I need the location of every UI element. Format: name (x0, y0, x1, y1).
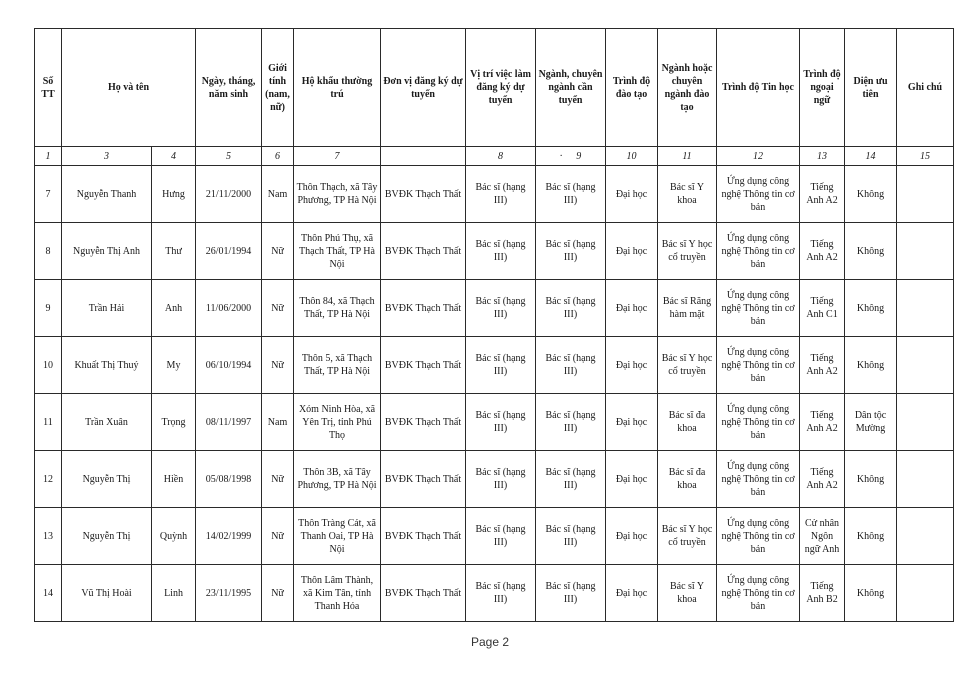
cell-language: Tiếng Anh C1 (800, 280, 845, 337)
header-it-level: Trình độ Tin học (717, 29, 800, 147)
header-dob: Ngày, tháng, năm sinh (196, 29, 262, 147)
cell-major-required: Bác sĩ (hạng III) (536, 166, 606, 223)
cell-dob: 14/02/1999 (196, 508, 262, 565)
cell-education: Đại học (606, 166, 658, 223)
cell-it: Ứng dụng công nghệ Thông tin cơ bản (717, 565, 800, 622)
cell-dob: 21/11/2000 (196, 166, 262, 223)
cell-residence: Thôn 3B, xã Tây Phương, TP Hà Nội (294, 451, 381, 508)
cell-dob: 06/10/1994 (196, 337, 262, 394)
table-row (35, 223, 954, 280)
cell-education: Đại học (606, 508, 658, 565)
cell-last: Quỳnh (152, 508, 196, 565)
cell-gender: Nữ (262, 451, 294, 508)
cell-language: Tiếng Anh A2 (800, 223, 845, 280)
column-number: 13 (800, 147, 845, 166)
cell-first: Khuất Thị Thuý (62, 337, 152, 394)
cell-major-required: Bác sĩ (hạng III) (536, 565, 606, 622)
cell-major: Bác sĩ Y học cổ truyền (658, 223, 717, 280)
cell-dob: 11/06/2000 (196, 280, 262, 337)
column-number: 1 (35, 147, 62, 166)
cell-note (897, 451, 954, 508)
cell-unit: BVĐK Thạch Thất (381, 508, 466, 565)
cell-major-required: Bác sĩ (hạng III) (536, 451, 606, 508)
cell-first: Trần Hải (62, 280, 152, 337)
header-residence: Hộ khẩu thường trú (294, 29, 381, 147)
cell-note (897, 166, 954, 223)
cell-gender: Nữ (262, 280, 294, 337)
cell-language: Tiếng Anh A2 (800, 451, 845, 508)
cell-language: Cử nhân Ngôn ngữ Anh (800, 508, 845, 565)
cell-major: Bác sĩ đa khoa (658, 394, 717, 451)
cell-it: Ứng dụng công nghệ Thông tin cơ bản (717, 508, 800, 565)
cell-stt: 10 (35, 337, 62, 394)
header-education-level: Trình độ đào tạo (606, 29, 658, 147)
cell-major: Bác sĩ Răng hàm mặt (658, 280, 717, 337)
cell-priority: Không (845, 337, 897, 394)
cell-dob: 23/11/1995 (196, 565, 262, 622)
cell-gender: Nam (262, 394, 294, 451)
cell-priority: Không (845, 508, 897, 565)
cell-residence: Thôn Tràng Cát, xã Thanh Oai, TP Hà Nội (294, 508, 381, 565)
cell-note (897, 223, 954, 280)
page-number: Page 2 (470, 635, 510, 649)
cell-position: Bác sĩ (hạng III) (466, 280, 536, 337)
column-number: 10 (606, 147, 658, 166)
cell-position: Bác sĩ (hạng III) (466, 223, 536, 280)
cell-stt: 12 (35, 451, 62, 508)
cell-it: Ứng dụng công nghệ Thông tin cơ bản (717, 451, 800, 508)
cell-residence: Xóm Ninh Hòa, xã Yên Trị, tỉnh Phú Thọ (294, 394, 381, 451)
cell-note (897, 394, 954, 451)
column-number-value: 9 (576, 150, 582, 162)
cell-dob: 26/01/1994 (196, 223, 262, 280)
cell-language: Tiếng Anh B2 (800, 565, 845, 622)
cell-first: Nguyễn Thanh (62, 166, 152, 223)
table-row (35, 280, 954, 337)
cell-education: Đại học (606, 394, 658, 451)
cell-gender: Nữ (262, 565, 294, 622)
cell-stt: 7 (35, 166, 62, 223)
cell-unit: BVĐK Thạch Thất (381, 223, 466, 280)
header-unit: Đơn vị đăng ký dự tuyển (381, 29, 466, 147)
header-row (35, 29, 954, 147)
cell-note (897, 280, 954, 337)
cell-last: Trọng (152, 394, 196, 451)
cell-priority: Dân tộc Mường (845, 394, 897, 451)
column-number: 11 (658, 147, 717, 166)
header-position: Vị trí việc làm đăng ký dự tuyển (466, 29, 536, 147)
cell-stt: 9 (35, 280, 62, 337)
cell-gender: Nữ (262, 508, 294, 565)
column-number (381, 147, 466, 166)
header-language-level: Trình độ ngoại ngữ (800, 29, 845, 147)
candidate-table (34, 28, 954, 622)
cell-priority: Không (845, 451, 897, 508)
cell-note (897, 565, 954, 622)
cell-dob: 08/11/1997 (196, 394, 262, 451)
column-number: 6 (262, 147, 294, 166)
cell-position: Bác sĩ (hạng III) (466, 565, 536, 622)
cell-first: Vũ Thị Hoài (62, 565, 152, 622)
cell-major-required: Bác sĩ (hạng III) (536, 508, 606, 565)
cell-education: Đại học (606, 451, 658, 508)
header-major-required: Ngành, chuyên ngành cần tuyển (536, 29, 606, 147)
table-row (35, 337, 954, 394)
cell-unit: BVĐK Thạch Thất (381, 337, 466, 394)
cell-residence: Thôn Thạch, xã Tây Phương, TP Hà Nội (294, 166, 381, 223)
column-number: 15 (897, 147, 954, 166)
cell-dob: 05/08/1998 (196, 451, 262, 508)
cell-unit: BVĐK Thạch Thất (381, 280, 466, 337)
cell-gender: Nữ (262, 337, 294, 394)
table-row (35, 451, 954, 508)
cell-last: Anh (152, 280, 196, 337)
table-body (35, 166, 954, 622)
cell-stt: 8 (35, 223, 62, 280)
column-number (536, 147, 606, 166)
column-number: 7 (294, 147, 381, 166)
cell-gender: Nam (262, 166, 294, 223)
cell-last: Thư (152, 223, 196, 280)
cell-language: Tiếng Anh A2 (800, 394, 845, 451)
cell-it: Ứng dụng công nghệ Thông tin cơ bản (717, 394, 800, 451)
cell-major: Bác sĩ Y khoa (658, 166, 717, 223)
cell-last: Linh (152, 565, 196, 622)
cell-residence: Thôn Lâm Thành, xã Kim Tân, tỉnh Thanh Hóa (294, 565, 381, 622)
cell-first: Nguyễn Thị (62, 508, 152, 565)
cell-position: Bác sĩ (hạng III) (466, 166, 536, 223)
cell-language: Tiếng Anh A2 (800, 166, 845, 223)
cell-stt: 13 (35, 508, 62, 565)
table-row (35, 565, 954, 622)
cell-major-required: Bác sĩ (hạng III) (536, 223, 606, 280)
cell-residence: Thôn 5, xã Thạch Thất, TP Hà Nội (294, 337, 381, 394)
cell-first: Nguyễn Thị (62, 451, 152, 508)
cell-major: Bác sĩ Y khoa (658, 565, 717, 622)
column-number-row (35, 147, 954, 166)
cell-unit: BVĐK Thạch Thất (381, 394, 466, 451)
header-priority: Diện ưu tiên (845, 29, 897, 147)
cell-major: Bác sĩ Y học cổ truyền (658, 508, 717, 565)
cell-last: My (152, 337, 196, 394)
cell-language: Tiếng Anh A2 (800, 337, 845, 394)
cell-it: Ứng dụng công nghệ Thông tin cơ bản (717, 223, 800, 280)
column-number: 3 (62, 147, 152, 166)
cell-major-required: Bác sĩ (hạng III) (536, 394, 606, 451)
cell-first: Nguyễn Thị Anh (62, 223, 152, 280)
cell-last: Hiền (152, 451, 196, 508)
cell-major-required: Bác sĩ (hạng III) (536, 337, 606, 394)
cell-gender: Nữ (262, 223, 294, 280)
table-row (35, 166, 954, 223)
header-name: Họ và tên (62, 29, 196, 147)
cell-major-required: Bác sĩ (hạng III) (536, 280, 606, 337)
table-row (35, 394, 954, 451)
cell-position: Bác sĩ (hạng III) (466, 337, 536, 394)
column-number: 4 (152, 147, 196, 166)
header-major-trained: Ngành hoặc chuyên ngành đào tạo (658, 29, 717, 147)
cell-major: Bác sĩ đa khoa (658, 451, 717, 508)
cell-note (897, 508, 954, 565)
column-number: 5 (196, 147, 262, 166)
column-number: 8 (466, 147, 536, 166)
cell-unit: BVĐK Thạch Thất (381, 451, 466, 508)
cell-stt: 14 (35, 565, 62, 622)
cell-it: Ứng dụng công nghệ Thông tin cơ bản (717, 337, 800, 394)
cell-position: Bác sĩ (hạng III) (466, 451, 536, 508)
cell-residence: Thôn 84, xã Thạch Thất, TP Hà Nội (294, 280, 381, 337)
header-stt: Số TT (35, 29, 62, 147)
header-gender: Giới tính (nam, nữ) (262, 29, 294, 147)
column-number: 14 (845, 147, 897, 166)
cell-position: Bác sĩ (hạng III) (466, 394, 536, 451)
cell-priority: Không (845, 166, 897, 223)
cell-note (897, 337, 954, 394)
cell-education: Đại học (606, 337, 658, 394)
cell-priority: Không (845, 280, 897, 337)
cell-priority: Không (845, 223, 897, 280)
cell-last: Hưng (152, 166, 196, 223)
table-row (35, 508, 954, 565)
header-note: Ghi chú (897, 29, 954, 147)
cell-it: Ứng dụng công nghệ Thông tin cơ bản (717, 166, 800, 223)
cell-stt: 11 (35, 394, 62, 451)
column-number: 12 (717, 147, 800, 166)
cell-education: Đại học (606, 223, 658, 280)
cell-unit: BVĐK Thạch Thất (381, 166, 466, 223)
cell-major: Bác sĩ Y học cổ truyền (658, 337, 717, 394)
cell-priority: Không (845, 565, 897, 622)
cell-unit: BVĐK Thạch Thất (381, 565, 466, 622)
cell-education: Đại học (606, 280, 658, 337)
cell-it: Ứng dụng công nghệ Thông tin cơ bản (717, 280, 800, 337)
cell-residence: Thôn Phú Thụ, xã Thạch Thất, TP Hà Nội (294, 223, 381, 280)
column-number-dot: · (559, 150, 563, 162)
cell-position: Bác sĩ (hạng III) (466, 508, 536, 565)
cell-first: Trần Xuân (62, 394, 152, 451)
cell-education: Đại học (606, 565, 658, 622)
